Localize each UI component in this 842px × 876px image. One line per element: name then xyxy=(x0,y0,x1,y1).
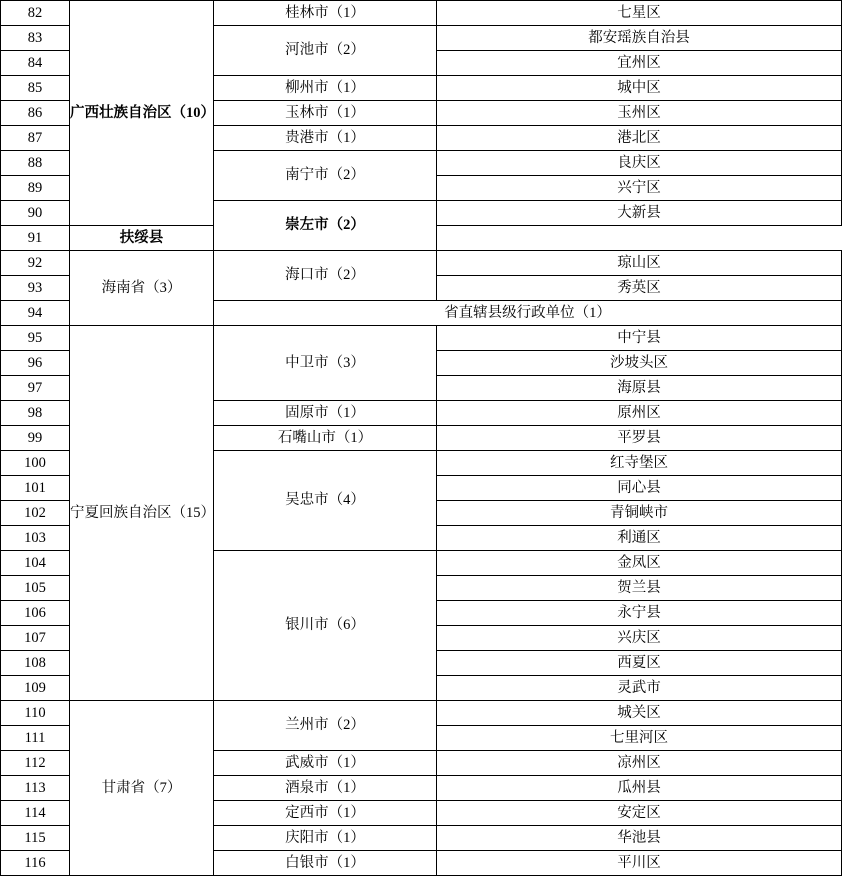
district-cell: 城关区 xyxy=(437,701,842,726)
row-index-cell: 91 xyxy=(1,226,70,251)
district-cell: 港北区 xyxy=(437,126,842,151)
row-index-cell: 89 xyxy=(1,176,70,201)
district-cell: 琼山区 xyxy=(437,251,842,276)
city-cell: 兰州市（2） xyxy=(214,701,437,751)
row-index-cell: 116 xyxy=(1,851,70,876)
row-index-cell: 96 xyxy=(1,351,70,376)
district-cell: 安定区 xyxy=(437,801,842,826)
district-cell: 玉州区 xyxy=(437,101,842,126)
table-row xyxy=(1,1,842,26)
row-index-cell: 94 xyxy=(1,301,70,326)
district-cell: 大新县 xyxy=(437,201,842,226)
district-cell: 灵武市 xyxy=(437,676,842,701)
row-index-cell: 82 xyxy=(1,1,70,26)
province-cell: 海南省（3） xyxy=(70,251,214,326)
row-index-cell: 102 xyxy=(1,501,70,526)
district-cell: 秀英区 xyxy=(437,276,842,301)
row-index-cell: 107 xyxy=(1,626,70,651)
row-index-cell: 98 xyxy=(1,401,70,426)
row-index-cell: 92 xyxy=(1,251,70,276)
table-row xyxy=(1,326,842,351)
row-index-cell: 109 xyxy=(1,676,70,701)
province-cell: 广西壮族自治区（10） xyxy=(70,1,214,226)
district-cell: 兴庆区 xyxy=(437,626,842,651)
city-cell: 海口市（2） xyxy=(214,251,437,301)
district-cell: 红寺堡区 xyxy=(437,451,842,476)
row-index-cell: 115 xyxy=(1,826,70,851)
district-cell: 华池县 xyxy=(437,826,842,851)
city-cell: 河池市（2） xyxy=(214,26,437,76)
district-cell: 同心县 xyxy=(437,476,842,501)
city-cell: 酒泉市（1） xyxy=(214,776,437,801)
district-cell: 城中区 xyxy=(437,76,842,101)
district-cell: 金凤区 xyxy=(437,551,842,576)
row-index-cell: 86 xyxy=(1,101,70,126)
district-cell: 七里河区 xyxy=(437,726,842,751)
row-index-cell: 114 xyxy=(1,801,70,826)
row-index-cell: 87 xyxy=(1,126,70,151)
row-index-cell: 83 xyxy=(1,26,70,51)
row-index-cell: 103 xyxy=(1,526,70,551)
city-cell: 吴忠市（4） xyxy=(214,451,437,551)
city-cell: 南宁市（2） xyxy=(214,151,437,201)
district-cell: 平罗县 xyxy=(437,426,842,451)
district-cell: 良庆区 xyxy=(437,151,842,176)
district-cell: 原州区 xyxy=(437,401,842,426)
district-cell: 青铜峡市 xyxy=(437,501,842,526)
row-index-cell: 100 xyxy=(1,451,70,476)
district-cell: 沙坡头区 xyxy=(437,351,842,376)
row-index-cell: 113 xyxy=(1,776,70,801)
city-cell: 白银市（1） xyxy=(214,851,437,876)
city-cell: 石嘴山市（1） xyxy=(214,426,437,451)
district-cell: 利通区 xyxy=(437,526,842,551)
district-cell: 凉州区 xyxy=(437,751,842,776)
district-cell: 七星区 xyxy=(437,1,842,26)
row-index-cell: 93 xyxy=(1,276,70,301)
table-row xyxy=(1,701,842,726)
district-cell: 都安瑶族自治县 xyxy=(437,26,842,51)
district-cell: 贺兰县 xyxy=(437,576,842,601)
district-cell: 兴宁区 xyxy=(437,176,842,201)
district-cell: 永宁县 xyxy=(437,601,842,626)
city-cell: 银川市（6） xyxy=(214,551,437,701)
row-index-cell: 105 xyxy=(1,576,70,601)
district-cell: 海原县 xyxy=(437,376,842,401)
row-index-cell: 112 xyxy=(1,751,70,776)
city-cell: 中卫市（3） xyxy=(214,326,437,401)
city-cell: 桂林市（1） xyxy=(214,1,437,26)
district-cell: 平川区 xyxy=(437,851,842,876)
row-index-cell: 104 xyxy=(1,551,70,576)
city-cell: 崇左市（2） xyxy=(214,201,437,251)
district-cell: 瓜州县 xyxy=(437,776,842,801)
row-index-cell: 97 xyxy=(1,376,70,401)
row-index-cell: 111 xyxy=(1,726,70,751)
province-cell: 宁夏回族自治区（15） xyxy=(70,326,214,701)
row-index-cell: 85 xyxy=(1,76,70,101)
row-index-cell: 99 xyxy=(1,426,70,451)
row-index-cell: 88 xyxy=(1,151,70,176)
city-cell: 玉林市（1） xyxy=(214,101,437,126)
district-cell: 宜州区 xyxy=(437,51,842,76)
row-index-cell: 108 xyxy=(1,651,70,676)
row-index-cell: 95 xyxy=(1,326,70,351)
row-index-cell: 90 xyxy=(1,201,70,226)
province-cell: 甘肃省（7） xyxy=(70,701,214,876)
row-index-cell: 84 xyxy=(1,51,70,76)
row-index-cell: 110 xyxy=(1,701,70,726)
city-cell: 柳州市（1） xyxy=(214,76,437,101)
city-cell: 固原市（1） xyxy=(214,401,437,426)
district-cell: 扶绥县 xyxy=(70,226,214,251)
row-index-cell: 101 xyxy=(1,476,70,501)
table-row xyxy=(1,251,842,276)
city-cell: 省直辖县级行政单位（1） xyxy=(214,301,842,326)
city-cell: 武威市（1） xyxy=(214,751,437,776)
table-body xyxy=(1,1,842,876)
city-cell: 庆阳市（1） xyxy=(214,826,437,851)
district-cell: 西夏区 xyxy=(437,651,842,676)
row-index-cell: 106 xyxy=(1,601,70,626)
district-cell: 中宁县 xyxy=(437,326,842,351)
city-cell: 定西市（1） xyxy=(214,801,437,826)
city-cell: 贵港市（1） xyxy=(214,126,437,151)
